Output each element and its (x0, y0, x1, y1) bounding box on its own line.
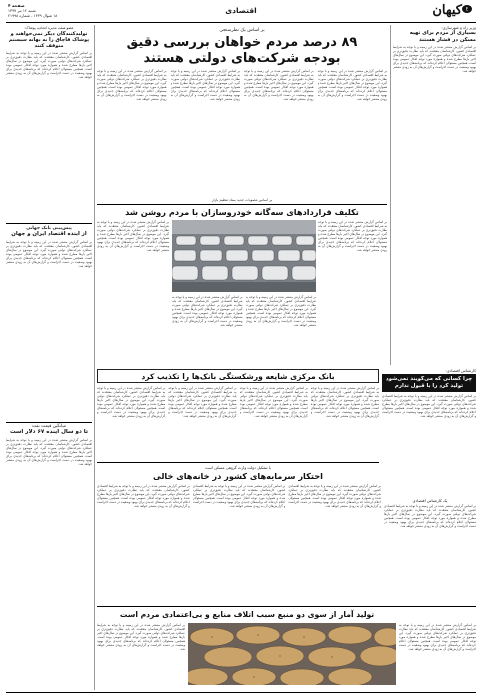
bank-headline: بانک مرکزی شایعه ورشکستگی بانک‌ها را تکذیب کرد (141, 372, 335, 381)
parked-cars-photo (172, 220, 316, 292)
box-headline-panel (382, 374, 476, 392)
masthead (0, 0, 482, 22)
bank-headline-box (97, 369, 379, 383)
article-headline: تا دو سال آینده ۶۷ دلار است (10, 429, 88, 436)
divider (97, 606, 476, 607)
article-body: بر اساس گزارش منتشر شده در این زمینه و با توجه به شرایط اقتصادی کشور، کارشناسان معتقدند که باید نظارت دقیق‌تری بر عملکرد شرکت‌های دولتی صورت گیرد. این موضوع در سال‌های اخیر بارها مطرح شده و همواره مورد توجه افکار عمومی بوده است. همچنین مسئولان اعلام کرده‌اند که برنامه‌های جدیدی برای بهبود وضعیت در دست اجراست و گزارش‌های آن به زودی منتشر خواهد شد. (192, 484, 286, 508)
article-body: بر اساس گزارش منتشر شده در این زمینه و با توجه به شرایط اقتصادی کشور، کارشناسان معتقدند که باید نظارت دقیق‌تری بر عملکرد شرکت‌های دولتی صورت گیرد. این موضوع در سال‌های اخیر بارها مطرح شده و همواره مورد توجه افکار عمومی بوده است. همچنین مسئولان اعلام کرده‌اند که برنامه‌های جدیدی برای بهبود وضعیت در دست اجراست و گزارش‌های آن به زودی منتشر خواهد شد. (310, 386, 379, 418)
article-body: بر اساس گزارش منتشر شده در این زمینه و با توجه به شرایط اقتصادی کشور، کارشناسان معتقدند که باید نظارت دقیق‌تری بر عملکرد شرکت‌های دولتی صورت گیرد. این موضوع در سال‌های اخیر بارها مطرح شده و همواره مورد توجه افکار عمومی بوده است. همچنین مسئولان اعلام کرده‌اند که برنامه‌های جدیدی برای بهبود وضعیت در دست اجراست و گزارش‌های آن به زودی منتشر خواهد شد. (172, 295, 243, 327)
article-body: بر اساس گزارش منتشر شده در این زمینه و با توجه به شرایط اقتصادی کشور، کارشناسان معتقدند که باید نظارت دقیق‌تری بر عملکرد شرکت‌های دولتی صورت گیرد. این موضوع در سال‌های اخیر بارها مطرح شده و همواره مورد توجه افکار عمومی بوده است. همچنین مسئولان اعلام کرده‌اند که برنامه‌های جدیدی برای بهبود وضعیت در دست اجراست و گزارش‌های آن به زودی منتشر خواهد شد. (97, 386, 166, 418)
housing-headline: احتکار سرمایه‌های کشور در خانه‌های خالی (153, 471, 323, 481)
divider (6, 223, 92, 224)
logo-text: کیهان (432, 3, 462, 18)
date-line: شنبه ۱۲ تیر ۱۳۹۷ (8, 8, 36, 13)
svg-text:E: E (465, 6, 469, 12)
article-body: بر اساس گزارش منتشر شده در این زمینه و با توجه به شرایط اقتصادی کشور، کارشناسان معتقدند که باید نظارت دقیق‌تری بر عملکرد شرکت‌های دولتی صورت گیرد. این موضوع در سال‌های اخیر بارها مطرح شده و همواره مورد توجه افکار عمومی بوده است. همچنین مسئولان اعلام کرده‌اند که برنامه‌های جدیدی برای بهبود وضعیت در دست اجراست و گزارش‌های آن به زودی منتشر خواهد شد. (239, 386, 308, 418)
bank-body (97, 386, 379, 460)
divider (6, 422, 92, 423)
column-rule (390, 25, 391, 365)
issue-line: ۱۸ شوال ۱۴۳۹ - شماره ۲۱۹۹۸ (8, 13, 58, 18)
article-kicker: میانگین قیمت نفت (31, 424, 67, 430)
article-body: بر اساس گزارش منتشر شده در این زمینه و با توجه به شرایط اقتصادی کشور، کارشناسان معتقدند که باید نظارت دقیق‌تری بر عملکرد شرکت‌های دولتی صورت گیرد. این موضوع در سال‌های اخیر بارها مطرح شده و همواره مورد توجه افکار عمومی بوده است. همچنین مسئولان اعلام کرده‌اند که برنامه‌های جدیدی برای بهبود وضعیت در دست اجراست و گزارش‌های آن به زودی منتشر خواهد شد. (97, 220, 169, 252)
article-kicker: یک کارشناس اقتصادی (412, 498, 448, 503)
housing-kicker: با تشکیل دولت وارث گروهی مسکن است (205, 465, 271, 470)
footer-rule (6, 692, 476, 693)
section-title: اقتصادی (225, 6, 257, 15)
article-body: بر اساس گزارش منتشر شده در این زمینه و با توجه به شرایط اقتصادی کشور، کارشناسان معتقدند که باید نظارت دقیق‌تری بر عملکرد شرکت‌های دولتی صورت گیرد. این موضوع در سال‌های اخیر بارها مطرح شده و همواره مورد توجه افکار عمومی بوده است. همچنین مسئولان اعلام کرده‌اند که برنامه‌های جدیدی برای بهبود وضعیت در دست اجراست و گزارش‌های آن به زودی منتشر خواهد شد. (244, 69, 314, 101)
bread-headline: تولید آمار از سوی دو منبع سبب اتلاف منابع و بی‌اعتمادی مردم است (119, 610, 375, 619)
right-highlight-box (382, 368, 476, 496)
article-body: بر اساس گزارش منتشر شده در این زمینه و با توجه به شرایط اقتصادی کشور، کارشناسان معتقدند که باید نظارت دقیق‌تری بر عملکرد شرکت‌های دولتی صورت گیرد. این موضوع در سال‌های اخیر بارها مطرح شده و همواره مورد توجه افکار عمومی بوده است. همچنین مسئولان اعلام کرده‌اند که برنامه‌های جدیدی برای بهبود وضعیت در دست اجراست و گزارش‌های آن به زودی منتشر خواهد شد. (382, 394, 476, 418)
right-column (393, 25, 476, 365)
article-body: بر اساس گزارش منتشر شده در این زمینه و با توجه به شرایط اقتصادی کشور، کارشناسان معتقدند که باید نظارت دقیق‌تری بر عملکرد شرکت‌های دولتی صورت گیرد. این موضوع در سال‌های اخیر بارها مطرح شده و همواره مورد توجه افکار عمومی بوده است. همچنین مسئولان اعلام کرده‌اند که برنامه‌های جدیدی برای بهبود وضعیت در دست اجراست و گزارش‌های آن به زودی منتشر خواهد شد. (399, 623, 476, 651)
column-rule (94, 25, 95, 690)
left-column (6, 25, 92, 690)
divider (97, 462, 379, 463)
article-body: بر اساس گزارش منتشر شده در این زمینه و با توجه به شرایط اقتصادی کشور، کارشناسان معتقدند که باید نظارت دقیق‌تری بر عملکرد شرکت‌های دولتی صورت گیرد. این موضوع در سال‌های اخیر بارها مطرح شده و همواره مورد توجه افکار عمومی بوده است. همچنین مسئولان اعلام کرده‌اند که برنامه‌های جدیدی برای بهبود وضعیت در دست اجراست و گزارش‌های آن به زودی منتشر خواهد شد. (97, 623, 185, 651)
article-headline: بسیاری از مردم برای تهیه مسکن در فشار هستند (409, 30, 476, 43)
article-body: بر اساس گزارش منتشر شده در این زمینه و با توجه به شرایط اقتصادی کشور، کارشناسان معتقدند که باید نظارت دقیق‌تری بر عملکرد شرکت‌های دولتی صورت گیرد. این موضوع در سال‌های اخیر بارها مطرح شده و همواره مورد توجه افکار عمومی بوده است. همچنین مسئولان اعلام کرده‌اند که برنامه‌های جدیدی برای بهبود وضعیت در دست اجراست و گزارش‌های آن به زودی منتشر خواهد شد. (318, 220, 387, 252)
article-body: بر اساس گزارش منتشر شده در این زمینه و با توجه به شرایط اقتصادی کشور، کارشناسان معتقدند که باید نظارت دقیق‌تری بر عملکرد شرکت‌های دولتی صورت گیرد. این موضوع در سال‌های اخیر بارها مطرح شده و همواره مورد توجه افکار عمومی بوده است. همچنین مسئولان اعلام کرده‌اند که برنامه‌های جدیدی برای بهبود وضعیت در دست اجراست و گزارش‌های آن به زودی منتشر خواهد شد. (168, 386, 237, 418)
lead-story (97, 25, 387, 195)
caption: بر اساس مصوبات جدید ستاد تنظیم بازار (211, 198, 273, 202)
article-headline: تولیدکنندگان دیگر نمی‌خواهند و پوشاک قاچاق را به بهانه سیستم متوقف کنند (8, 31, 90, 49)
page-number: صفحه ۴ (8, 3, 25, 8)
article-body: بر اساس گزارش منتشر شده در این زمینه و با توجه به شرایط اقتصادی کشور، کارشناسان معتقدند که باید نظارت دقیق‌تری بر عملکرد شرکت‌های دولتی صورت گیرد. این موضوع در سال‌های اخیر بارها مطرح شده و همواره مورد توجه افکار عمومی بوده است. همچنین مسئولان اعلام کرده‌اند که برنامه‌های جدیدی برای بهبود وضعیت در دست اجراست و گزارش‌های آن به زودی منتشر خواهد شد. (288, 484, 381, 508)
bread-image-icon (188, 623, 396, 685)
right-lower-column (384, 498, 476, 604)
article-body: بر اساس گزارش منتشر شده در این زمینه و با توجه به شرایط اقتصادی کشور، کارشناسان معتقدند که باید نظارت دقیق‌تری بر عملکرد شرکت‌های دولتی صورت گیرد. این موضوع در سال‌های اخیر بارها مطرح شده و همواره مورد توجه افکار عمومی بوده است. همچنین مسئولان اعلام کرده‌اند که برنامه‌های جدیدی برای بهبود وضعیت در دست اجراست و گزارش‌های آن به زودی منتشر خواهد شد. (170, 69, 240, 101)
article-body: بر اساس گزارش منتشر شده در این زمینه و با توجه به شرایط اقتصادی کشور، کارشناسان معتقدند که باید نظارت دقیق‌تری بر عملکرد شرکت‌های دولتی صورت گیرد. این موضوع در سال‌های اخیر بارها مطرح شده و همواره مورد توجه افکار عمومی بوده است. همچنین مسئولان اعلام کرده‌اند که برنامه‌های جدیدی برای بهبود وضعیت در دست اجراست و گزارش‌های آن به زودی منتشر خواهد شد. (6, 239, 92, 268)
article-body: بر اساس گزارش منتشر شده در این زمینه و با توجه به شرایط اقتصادی کشور، کارشناسان معتقدند که باید نظارت دقیق‌تری بر عملکرد شرکت‌های دولتی صورت گیرد. این موضوع در سال‌های اخیر بارها مطرح شده و همواره مورد توجه افکار عمومی بوده است. همچنین مسئولان اعلام کرده‌اند که برنامه‌های جدیدی برای بهبود وضعیت در دست اجراست و گزارش‌های آن به زودی منتشر خواهد شد. (6, 51, 92, 79)
car-headline: تکلیف قراردادهای سه‌گانه خودروسازان با مردم روشن شد (125, 207, 359, 217)
article-headline: از آینده اقتصاد ایران و جهان (11, 230, 87, 237)
article-body: بر اساس گزارش منتشر شده در این زمینه و با توجه به شرایط اقتصادی کشور، کارشناسان معتقدند که باید نظارت دقیق‌تری بر عملکرد شرکت‌های دولتی صورت گیرد. این موضوع در سال‌های اخیر بارها مطرح شده و همواره مورد توجه افکار عمومی بوده است. همچنین مسئولان اعلام کرده‌اند که برنامه‌های جدیدی برای بهبود وضعیت در دست اجراست و گزارش‌های آن به زودی منتشر خواهد شد. (384, 504, 476, 528)
article-body: بر اساس گزارش منتشر شده در این زمینه و با توجه به شرایط اقتصادی کشور، کارشناسان معتقدند که باید نظارت دقیق‌تری بر عملکرد شرکت‌های دولتی صورت گیرد. این موضوع در سال‌های اخیر بارها مطرح شده و همواره مورد توجه افکار عمومی بوده است. همچنین مسئولان اعلام کرده‌اند که برنامه‌های جدیدی برای بهبود وضعیت در دست اجراست و گزارش‌های آن به زودی منتشر خواهد شد. (317, 69, 387, 101)
box-headline: چرا کسانی که می‌گویند نمی‌شود تولید کرد را با قبول ندارم (385, 376, 473, 389)
masthead-rule (6, 22, 476, 23)
article-kicker: پیش‌بینی بانک جهانی (26, 225, 72, 231)
divider (97, 204, 387, 205)
article-body: بر اساس گزارش منتشر شده در این زمینه و با توجه به شرایط اقتصادی کشور، کارشناسان معتقدند که باید نظارت دقیق‌تری بر عملکرد شرکت‌های دولتی صورت گیرد. این موضوع در سال‌های اخیر بارها مطرح شده و همواره مورد توجه افکار عمومی بوده است. همچنین مسئولان اعلام کرده‌اند که برنامه‌های جدیدی برای بهبود وضعیت در دست اجراست و گزارش‌های آن به زودی منتشر خواهد شد. (6, 438, 92, 467)
lead-headline-line-2: بودجه شرکت‌های دولتی هستند (143, 51, 341, 66)
article-body: بر اساس گزارش منتشر شده در این زمینه و با توجه به شرایط اقتصادی کشور، کارشناسان معتقدند که باید نظارت دقیق‌تری بر عملکرد شرکت‌های دولتی صورت گیرد. این موضوع در سال‌های اخیر بارها مطرح شده و همواره مورد توجه افکار عمومی بوده است. همچنین مسئولان اعلام کرده‌اند که برنامه‌های جدیدی برای بهبود وضعیت در دست اجراست و گزارش‌های آن به زودی منتشر خواهد شد. (96, 484, 190, 508)
article-kicker: عضو هیئت مدیره اتحادیه پوشاک: (24, 26, 74, 30)
article-kicker: وزیر راه و شهرسازی: (441, 25, 476, 30)
box-kicker: کارشناس اقتصادی: (445, 368, 476, 373)
cars-image-icon (172, 220, 316, 292)
article-body: بر اساس گزارش منتشر شده در این زمینه و با توجه به شرایط اقتصادی کشور، کارشناسان معتقدند که باید نظارت دقیق‌تری بر عملکرد شرکت‌های دولتی صورت گیرد. این موضوع در سال‌های اخیر بارها مطرح شده و همواره مورد توجه افکار عمومی بوده است. همچنین مسئولان اعلام کرده‌اند که برنامه‌های جدیدی برای بهبود وضعیت در دست اجراست و گزارش‌های آن به زودی منتشر خواهد شد. (97, 69, 167, 101)
housing-body (97, 484, 381, 604)
article-body: بر اساس گزارش منتشر شده در این زمینه و با توجه به شرایط اقتصادی کشور، کارشناسان معتقدند که باید نظارت دقیق‌تری بر عملکرد شرکت‌های دولتی صورت گیرد. این موضوع در سال‌های اخیر بارها مطرح شده و همواره مورد توجه افکار عمومی بوده است. همچنین مسئولان اعلام کرده‌اند که برنامه‌های جدیدی برای بهبود وضعیت در دست اجراست و گزارش‌های آن به زودی منتشر خواهد شد. (393, 45, 476, 73)
article-body-columns (172, 295, 316, 366)
article-body: بر اساس گزارش منتشر شده در این زمینه و با توجه به شرایط اقتصادی کشور، کارشناسان معتقدند که باید نظارت دقیق‌تری بر عملکرد شرکت‌های دولتی صورت گیرد. این موضوع در سال‌های اخیر بارها مطرح شده و همواره مورد توجه افکار عمومی بوده است. همچنین مسئولان اعلام کرده‌اند که برنامه‌های جدیدی برای بهبود وضعیت در دست اجراست و گزارش‌های آن به زودی منتشر خواهد شد. (245, 295, 316, 327)
lead-headline-line-1: ۸۹ درصد مردم خواهان بررسی دقیق (126, 35, 358, 50)
bread-photo (188, 623, 396, 685)
lead-kicker: بر اساس یک نظرسنجی (219, 28, 265, 33)
